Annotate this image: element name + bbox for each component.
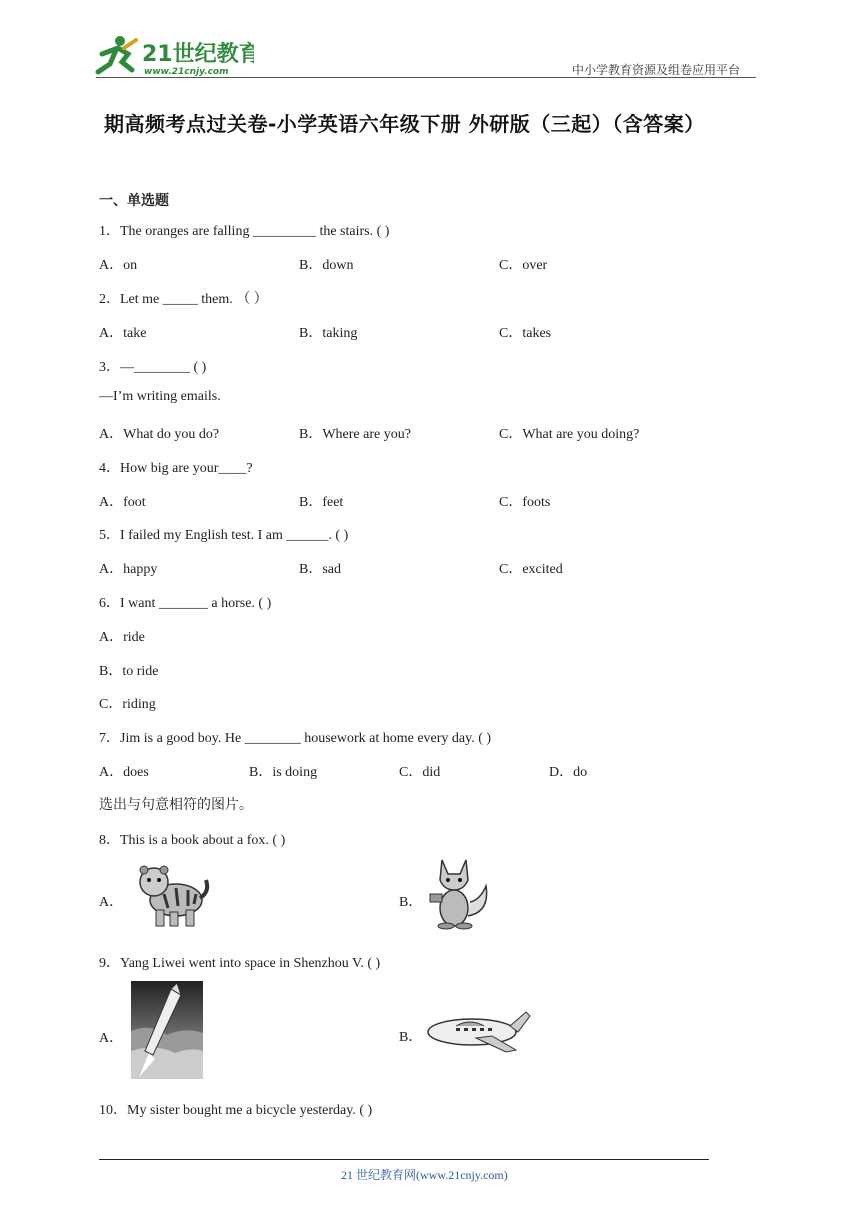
footer-text[interactable]: 21 世纪教育网(www.21cnjy.com) <box>341 1168 508 1182</box>
answer-option[interactable]: C．excited <box>499 562 563 577</box>
question-stem: 9．Yang Liwei went into space in Shenzhou V. ( ) <box>99 956 381 971</box>
header-divider <box>96 77 756 78</box>
answer-option[interactable]: C．riding <box>99 697 156 712</box>
logo-runner-icon <box>94 34 254 78</box>
answer-option[interactable]: C．foots <box>499 495 551 510</box>
answer-option[interactable]: A．take <box>99 326 147 341</box>
tiger-picture[interactable] <box>134 858 210 935</box>
answer-option[interactable]: B． <box>399 1030 423 1045</box>
answer-option[interactable]: C．over <box>499 258 548 273</box>
question-stem: 3．—________ ( ) <box>99 360 207 375</box>
answer-option[interactable]: A．happy <box>99 562 158 577</box>
answer-option[interactable]: B．taking <box>299 326 358 341</box>
footer-divider <box>99 1159 709 1160</box>
picture-instruction: 选出与句意相符的图片。 <box>99 797 253 813</box>
question-stem: 10．My sister bought me a bicycle yesterday. ( ) <box>99 1103 373 1118</box>
header-platform-text: 中小学教育资源及组卷应用平台 <box>572 63 741 77</box>
answer-option[interactable]: A． <box>99 895 124 910</box>
rocket-picture[interactable] <box>131 981 203 1084</box>
answer-option[interactable]: B．Where are you? <box>299 427 411 442</box>
answer-option[interactable]: B．feet <box>299 495 344 510</box>
answer-option[interactable]: B．to ride <box>99 664 159 679</box>
answer-option[interactable]: C．takes <box>499 326 552 341</box>
question-dialogue-line: —I’m writing emails. <box>99 389 221 404</box>
answer-option[interactable]: A．What do you do? <box>99 427 220 442</box>
logo <box>94 34 254 78</box>
answer-option[interactable]: B．sad <box>299 562 341 577</box>
fox-picture[interactable] <box>424 856 494 935</box>
answer-option[interactable]: C．What are you doing? <box>499 427 640 442</box>
question-stem: 2．Let me _____ them. （ ） <box>99 292 268 307</box>
answer-option[interactable]: B．is doing <box>249 765 318 780</box>
answer-option[interactable]: B．down <box>299 258 354 273</box>
answer-option[interactable]: A．on <box>99 258 138 273</box>
question-stem: 8．This is a book about a fox. ( ) <box>99 833 286 848</box>
page-title: 期高频考点过关卷-小学英语六年级下册 外研版（三起）（含答案） <box>104 112 705 136</box>
question-stem: 4．How big are your____? <box>99 461 253 476</box>
answer-option[interactable]: A． <box>99 1031 124 1046</box>
logo-url: www.21cnjy.com <box>144 67 229 77</box>
question-stem: 5．I failed my English test. I am ______. ( ) <box>99 528 349 543</box>
question-stem: 7．Jim is a good boy. He ________ housework at home every day. ( ) <box>99 731 492 746</box>
answer-option[interactable]: A．foot <box>99 495 146 510</box>
logo-text: 21世纪教育 <box>142 42 254 67</box>
answer-option[interactable]: A．ride <box>99 630 145 645</box>
answer-option[interactable]: D．do <box>549 765 588 780</box>
section-heading: 一、单选题 <box>99 193 169 209</box>
answer-option[interactable]: C．did <box>399 765 441 780</box>
question-stem: 6．I want _______ a horse. ( ) <box>99 596 272 611</box>
answer-option[interactable]: B． <box>399 895 423 910</box>
answer-option[interactable]: A．does <box>99 765 149 780</box>
airplane-picture[interactable] <box>426 1008 532 1061</box>
question-stem: 1．The oranges are falling _________ the stairs. ( ) <box>99 224 390 239</box>
